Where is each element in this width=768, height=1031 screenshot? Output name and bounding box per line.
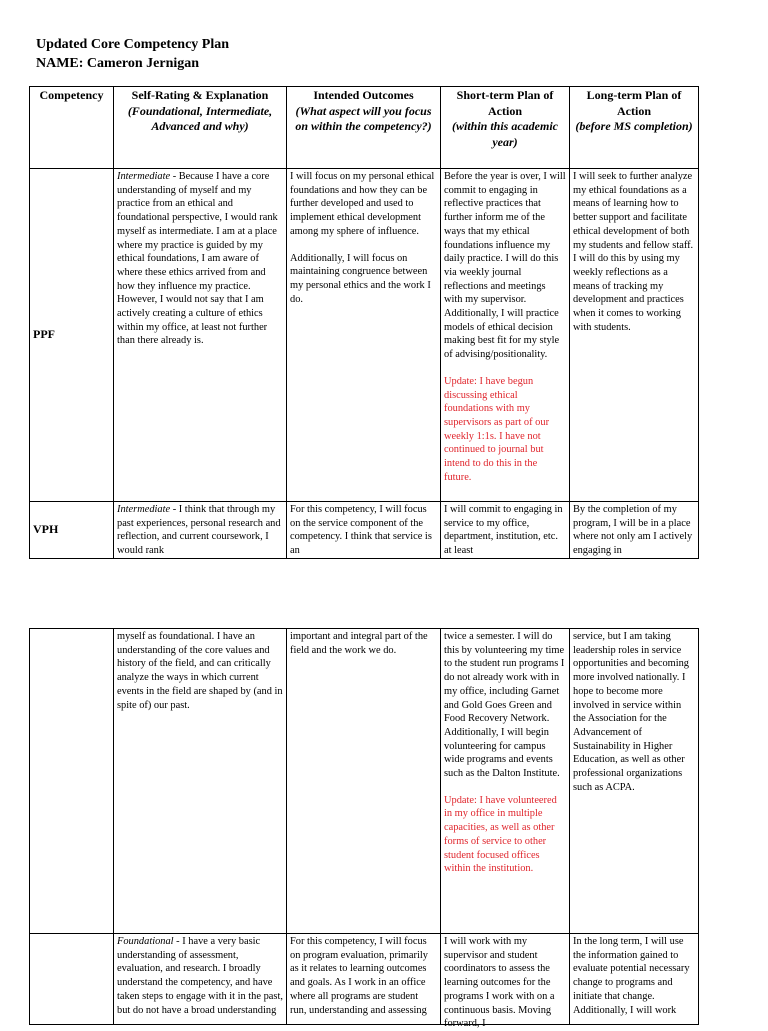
header-main: Short-term Plan of Action (456, 88, 554, 118)
long-term-text: In the long term, I will use the information gained to evaluate potential necessary change to programs and initiate that change. Additionally, I will work (573, 936, 690, 1016)
header-self-rating (114, 87, 287, 169)
short-term-text: twice a semester. I will do this by volunteering my time to the student run programs I do not already work with in my office, including Garnet and Gold Goes Green and Food Recovery Network. Additionally, I will begin volunteering for campus wide programs and events such as the Dalton Institute. (444, 631, 565, 780)
student-name: NAME: Cameron Jernigan (36, 56, 200, 71)
outcomes-cell (287, 169, 441, 502)
document-title: Updated Core Competency Plan (36, 37, 230, 52)
rating-explanation: - I have a very basic understanding of assessment, evaluation, and research. I broadly understand the competency, and have taken steps to engage with it in the past, but do not have a broad understanding (117, 936, 283, 1016)
outcomes-cell (287, 502, 441, 559)
competency-code (30, 934, 114, 1025)
header-main: Long-term Plan of Action (586, 88, 682, 118)
header-main: Competency (39, 88, 104, 102)
long-term-text: I will seek to further analyze my ethical foundations as a means of learning how to better support and facilitate ethical development of both my students and fellow staff. I will do this by using my weekly reflections as a means of tracking my development and practices when it comes to working with students. (573, 171, 694, 333)
long-term-cell (570, 934, 699, 1025)
table-row-aer (30, 934, 699, 1025)
competency-code-empty (30, 629, 114, 934)
rating-explanation: myself as foundational. I have an understanding of the core values and history of the field, and can critically analyze the ways in which current events in the field are shaped by (and in spite of) our past. (117, 631, 283, 711)
rating-level: Foundational (117, 936, 174, 947)
outcomes-text: Additionally, I will focus on maintaining congruence between my personal ethics and the work I do. (290, 252, 431, 305)
header-main: Intended Outcomes (313, 88, 414, 102)
short-term-cell (441, 169, 570, 502)
short-term-update: Update: I have volunteered in my office in multiple capacities, as well as other forms of service to other student focused offices within the institution. (444, 794, 557, 875)
short-term-update: Update: I have begun discussing ethical foundations with my supervisors as part of our weekly 1:1s. I have not continued to journal but intend to do this in the future. (444, 375, 550, 483)
header-sub: (within this academic year) (451, 119, 558, 149)
rating-level: Intermediate (117, 171, 171, 182)
outcomes-cell (287, 629, 441, 934)
header-long-term (570, 87, 699, 169)
table-row-vph-continued (30, 629, 699, 934)
self-rating-cell (114, 169, 287, 502)
short-term-cell (441, 502, 570, 559)
outcomes-text: For this competency, I will focus on program evaluation, primarily as it relates to learning outcomes and goals. As I work in an office where all programs are student run, understanding and assessing (290, 936, 428, 1016)
outcomes-text: For this competency, I will focus on the service component of the competency. I think that service is an (290, 504, 432, 557)
short-term-text: I will commit to engaging in service to my office, department, institution, etc. at least (444, 504, 563, 557)
outcomes-text: I will focus on my personal ethical foundations and how they can be further developed and used to implement ethical development among my sphere of influence. (290, 171, 435, 237)
rating-level: Intermediate (117, 504, 171, 515)
competency-table-page-1 (29, 86, 699, 559)
outcomes-cell (287, 934, 441, 1025)
table-row-vph (30, 502, 699, 559)
short-term-cell (441, 629, 570, 934)
rating-explanation: - Because I have a core understanding of myself and my practice from an ethical and foundational perspective, I would rank myself as intermediate. I am at a place where my practice is guided by my ethical foundations, I am aware of where these ethics arrived from and how they influence my practice. However, I would not say that I am actively creating a culture of ethics within my office, at least not further than there already is. (117, 171, 278, 347)
competency-table-page-2 (29, 628, 699, 1030)
long-term-text: service, but I am taking leadership roles in service opportunities and becoming more involved nationally. I hope to become more involved in service within the Association for the Advancement of Sustainability in Higher Education, as well as other professional organizations such as ACPA. (573, 631, 690, 793)
header-intended-outcomes (287, 87, 441, 169)
long-term-cell (570, 502, 699, 559)
header-main: Self-Rating & Explanation (131, 88, 269, 102)
short-term-text: I will work with my supervisor and student coordinators to assess the learning outcomes for the programs I work with on a continuous basis. Moving forward, I (444, 936, 555, 1030)
rating-explanation: - I think that through my past experiences, personal research and reflection, and current coursework, I would rank (117, 504, 281, 557)
long-term-cell (570, 629, 699, 934)
competency-code: PPF (30, 169, 114, 502)
competency-code: VPH (30, 502, 114, 559)
long-term-cell (570, 169, 699, 502)
short-term-cell (441, 934, 570, 1030)
header-sub: (Foundational, Intermediate, Advanced and why) (127, 103, 273, 133)
header-sub: (What aspect will you focus on within the competency?) (295, 103, 432, 133)
header-short-term (441, 87, 570, 169)
header-competency (30, 87, 114, 169)
long-term-text: By the completion of my program, I will be in a place where not only am I actively engaging in (573, 504, 693, 557)
outcomes-text: important and integral part of the field and the work we do. (290, 631, 428, 656)
self-rating-cell (114, 934, 287, 1025)
table-row-ppf (30, 169, 699, 502)
table-header-row (30, 87, 699, 169)
self-rating-cell (114, 629, 287, 934)
header-sub: (before MS completion) (575, 119, 693, 133)
short-term-text: Before the year is over, I will commit to engaging in reflective practices that further inform me of the ways that my ethical foundations influence my daily practice. I will do this via weekly journal reflections and meetings with my supervisor. Additionally, I will practice models of ethical decision making best fit for my style of advising/positionality. (444, 171, 566, 361)
self-rating-cell (114, 502, 287, 559)
